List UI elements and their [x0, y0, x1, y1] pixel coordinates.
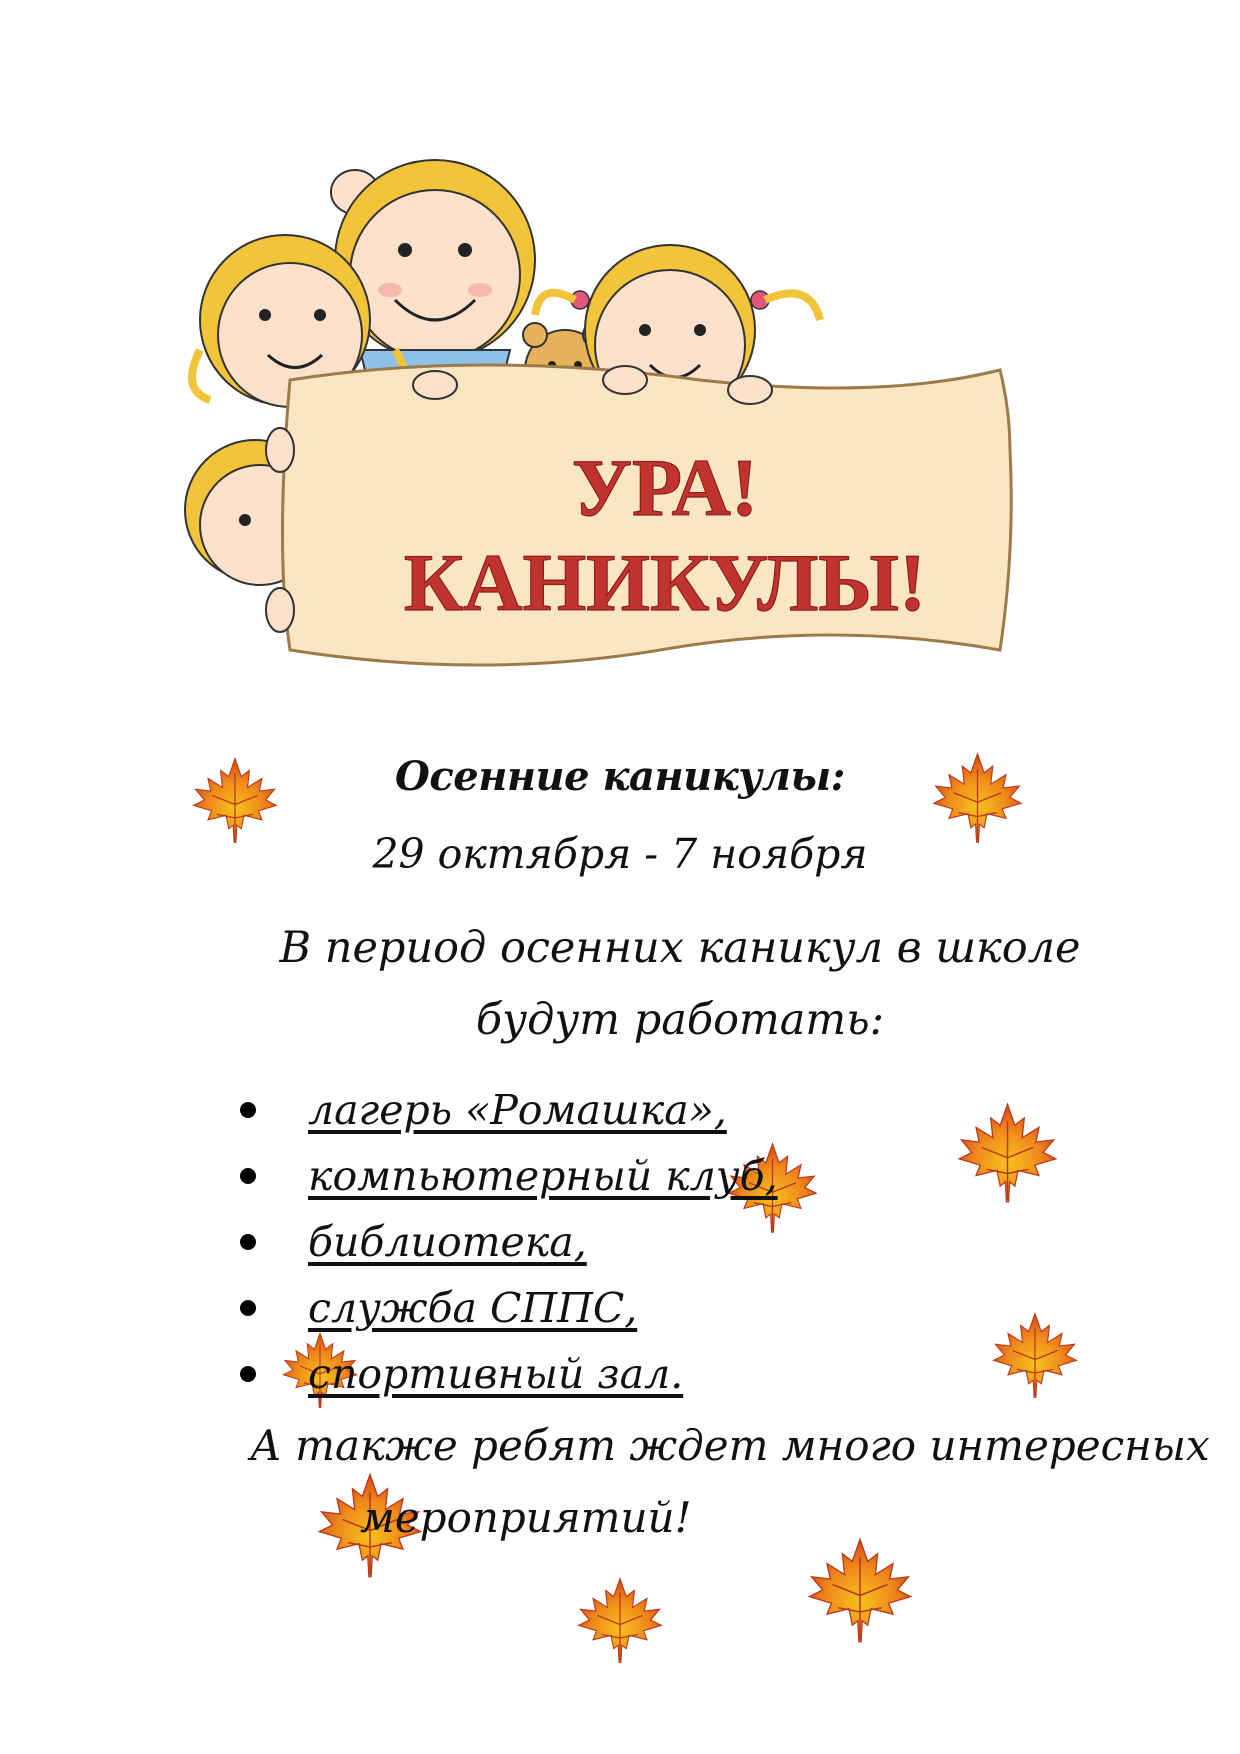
kids-banner-illustration — [180, 150, 1140, 740]
place-label: библиотека, — [308, 1218, 587, 1266]
place-label: служба СППС, — [308, 1284, 638, 1332]
bullet-icon — [240, 1102, 256, 1118]
bullet-icon — [240, 1366, 256, 1382]
place-label: спортивный зал. — [308, 1350, 684, 1398]
maple-leaf-icon — [575, 1575, 665, 1665]
maple-leaf-icon — [990, 1310, 1080, 1400]
bullet-icon — [240, 1168, 256, 1184]
place-label: компьютерный клуб, — [308, 1152, 778, 1200]
banner-title-line1: УРА! — [571, 442, 759, 533]
intro-text: В период осенних каникул в школе будут работать: — [279, 923, 1081, 1045]
holiday-dates: 29 октября - 7 ноября — [372, 830, 868, 878]
bullet-icon — [240, 1300, 256, 1316]
closing-line-2: мероприятий! — [360, 1493, 692, 1542]
section-title: Осенние каникулы: — [395, 753, 845, 800]
bullet-icon — [240, 1234, 256, 1250]
banner-title-line2: КАНИКУЛЫ! — [403, 537, 927, 628]
closing-line-1: А также ребят ждет много интересных — [250, 1421, 1210, 1470]
maple-leaf-icon — [955, 1100, 1060, 1205]
place-label: лагерь «Ромашка», — [308, 1086, 727, 1134]
closing-text — [250, 1410, 1210, 1554]
